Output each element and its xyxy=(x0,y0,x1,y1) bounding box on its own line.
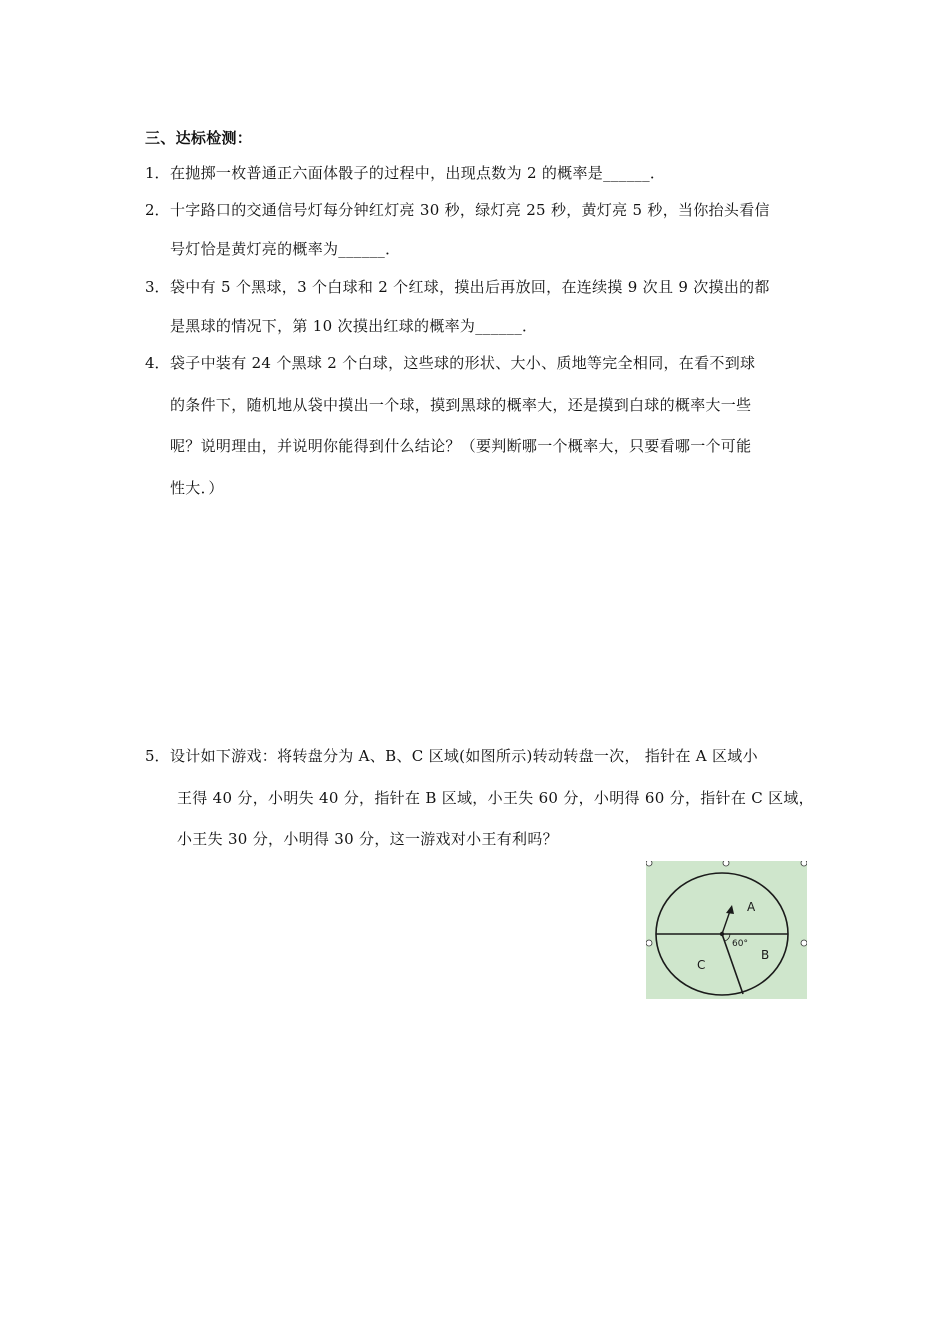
question-text-line: 十字路口的交通信号灯每分钟红灯亮 30 秒，绿灯亮 25 秒，黄灯亮 5 秒，当你抬头看信 xyxy=(170,201,770,219)
question-text-line: 号灯恰是黄灯亮的概率为______． xyxy=(170,240,401,258)
region-c-label: C xyxy=(697,958,706,972)
handle-top-right xyxy=(801,861,807,866)
question-text-line: 的条件下，随机地从袋中摸出一个球，摸到黑球的概率大，还是摸到白球的概率大一些 xyxy=(170,396,752,414)
spinner-figure xyxy=(646,861,807,999)
figure-background xyxy=(646,861,807,999)
question-text-line: 呢？说明理由，并说明你能得到什么结论？（要判断哪一个概率大，只要看哪一个可能 xyxy=(170,437,752,455)
question-number: 2． xyxy=(145,201,170,219)
handle-top-left xyxy=(646,861,652,866)
question-text-line: 是黑球的情况下，第 10 次摸出红球的概率为______． xyxy=(170,317,538,335)
question-text-line: 袋子中装有 24 个黑球 2 个白球，这些球的形状、大小、质地等完全相同，在看不到球 xyxy=(170,354,756,372)
question-text-line: 王得 40 分，小明失 40 分，指针在 B 区域，小王失 60 分，小明得 60 分，指针在 C 区域， xyxy=(177,789,814,807)
handle-top-center xyxy=(723,861,729,866)
region-b-label: B xyxy=(761,948,770,962)
region-a-label: A xyxy=(747,900,756,914)
spinner-center-dot xyxy=(720,932,724,936)
handle-mid-right xyxy=(801,940,807,946)
question-text-line: 性大．） xyxy=(170,479,224,497)
question-text-line: 在抛掷一枚普通正六面体骰子的过程中，出现点数为 2 的概率是______． xyxy=(170,164,666,182)
angle-label: 60° xyxy=(732,939,748,949)
section-heading: 三、达标检测： xyxy=(145,129,253,147)
question-number: 4． xyxy=(145,354,170,372)
question-text-line: 小王失 30 分，小明得 30 分，这一游戏对小王有利吗？ xyxy=(177,830,558,848)
question-number: 3． xyxy=(145,278,170,296)
spinner-diagram xyxy=(646,861,807,999)
question-text-line: 袋中有 5 个黑球，3 个白球和 2 个红球，摸出后再放回，在连续摸 9 次且 9 次摸出的都 xyxy=(170,278,770,296)
question-text-line: 设计如下游戏：将转盘分为 A、B、C 区域(如图所示)转动转盘一次， 指针在 A 区域小 xyxy=(170,747,758,765)
question-number: 1． xyxy=(145,164,170,182)
handle-mid-left xyxy=(646,940,652,946)
question-number: 5． xyxy=(145,747,170,765)
